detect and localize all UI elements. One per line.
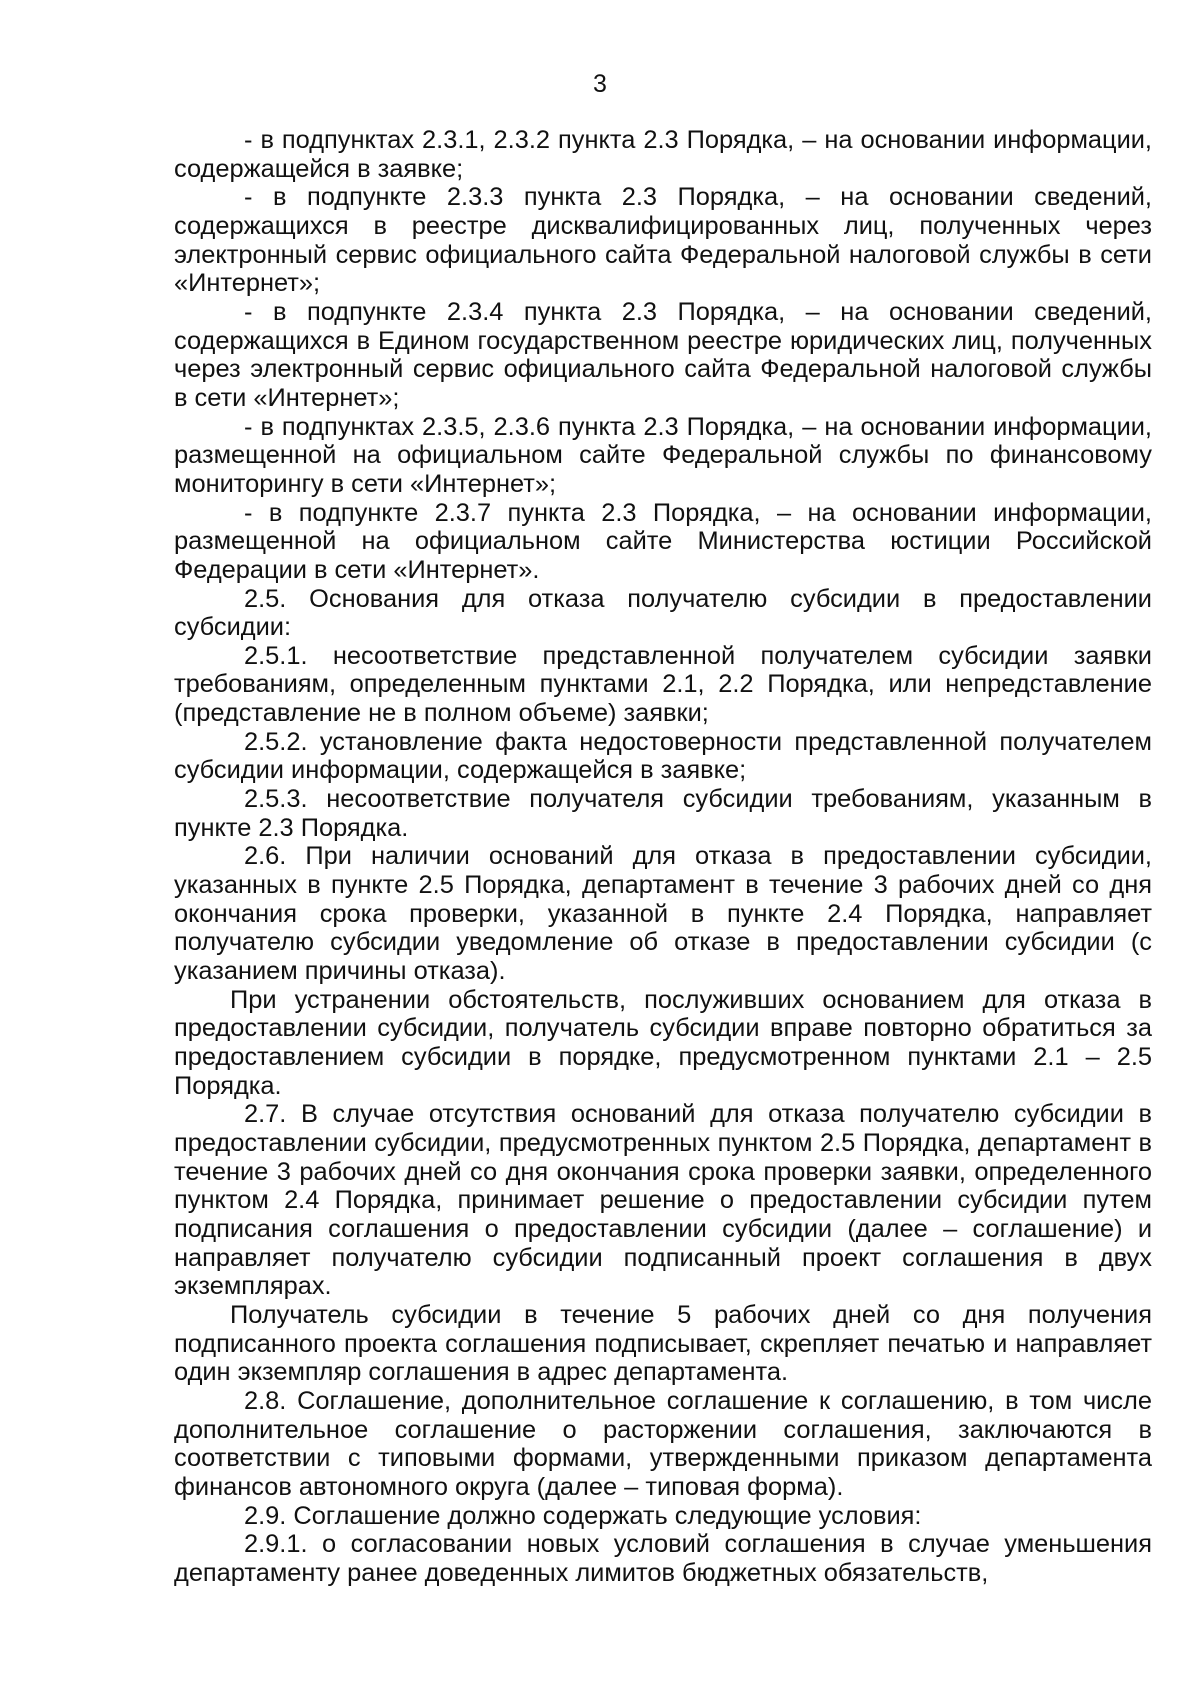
paragraph-item: 2.9.1. о согласовании новых условий соглашения в случае уменьшения департаменту ранее доведенных лимитов бюджетных обязательств, bbox=[174, 1530, 1152, 1587]
page-number: 3 bbox=[593, 70, 607, 98]
paragraph-item: Получатель субсидии в течение 5 рабочих дней со дня получения подписанного проекта соглашения подписывает, скрепляет печатью и направляет один экземпляр соглашения в адрес департамента. bbox=[174, 1300, 1152, 1387]
paragraph-item: 2.5.3. несоответствие получателя субсидии требованиям, указанным в пункте 2.3 Порядка. bbox=[174, 785, 1152, 842]
paragraph-item: 2.5.2. установление факта недостоверности представленной получателем субсидии информации, содержащейся в заявке; bbox=[174, 727, 1152, 785]
paragraph-item: - в подпунктах 2.3.1, 2.3.2 пункта 2.3 Порядка, – на основании информации, содержащейся в заявке; bbox=[174, 126, 1152, 183]
paragraph-item: - в подпункте 2.3.3 пункта 2.3 Порядка, – на основании сведений, содержащихся в реестре дисквалифицированных лиц, полученных через электронный сервис официального сайта Федеральной налоговой службы в сети «Интернет»; bbox=[174, 183, 1152, 298]
paragraph-item: 2.9. Соглашение должно содержать следующие условия: bbox=[244, 1501, 922, 1530]
paragraph-item: - в подпункте 2.3.4 пункта 2.3 Порядка, – на основании сведений, содержащихся в Едином государственном реестре юридических лиц, полученных через электронный сервис официального сайта Федеральной налоговой службы в сети «Интернет»; bbox=[174, 297, 1152, 412]
paragraph-item: - в подпункте 2.3.7 пункта 2.3 Порядка, – на основании информации, размещенной на официальном сайте Министерства юстиции Российской Федерации в сети «Интернет». bbox=[174, 498, 1152, 584]
paragraph-item: 2.6. При наличии оснований для отказа в предоставлении субсидии, указанных в пункте 2.5 Порядка, департамент в течение 3 рабочих дней со дня окончания срока проверки, указанной в пункте 2.4 Порядка, направляет получателю субсидии уведомление об отказе в предоставлении субсидии (с указанием причины отказа). bbox=[174, 842, 1152, 986]
paragraph-item: - в подпунктах 2.3.5, 2.3.6 пункта 2.3 Порядка, – на основании информации, размещенной на официальном сайте Федеральной службы по финансовому мониторингу в сети «Интернет»; bbox=[174, 412, 1152, 498]
paragraph-item: 2.8. Соглашение, дополнительное соглашение к соглашению, в том числе дополнительное соглашение о расторжении соглашения, заключаются в соответствии с типовыми формами, утвержденными приказом департамента финансов автономного округа (далее – типовая форма). bbox=[174, 1386, 1152, 1501]
document-body bbox=[174, 126, 1152, 1587]
paragraph-item: При устранении обстоятельств, послуживших основанием для отказа в предоставлении субсидии, получатель субсидии вправе повторно обратиться за предоставлением субсидии в порядке, предусмотренном пунктами 2.1 – 2.5 Порядка. bbox=[174, 985, 1152, 1100]
paragraph-item: 2.5.1. несоответствие представленной получателем субсидии заявки требованиям, определенным пунктами 2.1, 2.2 Порядка, или непредставление (представление не в полном объеме) заявки; bbox=[174, 641, 1152, 728]
paragraph-item: 2.5. Основания для отказа получателю субсидии в предоставлении субсидии: bbox=[174, 584, 1152, 642]
paragraph-item: 2.7. В случае отсутствия оснований для отказа получателю субсидии в предоставлении субсидии, предусмотренных пунктом 2.5 Порядка, департамент в течение 3 рабочих дней со дня окончания срока проверки заявки, определенного пунктом 2.4 Порядка, принимает решение о предоставлении субсидии путем подписания соглашения о предоставлении субсидии (далее – соглашение) и направляет получателю субсидии подписанный проект соглашения в двух экземплярах. bbox=[174, 1100, 1152, 1301]
